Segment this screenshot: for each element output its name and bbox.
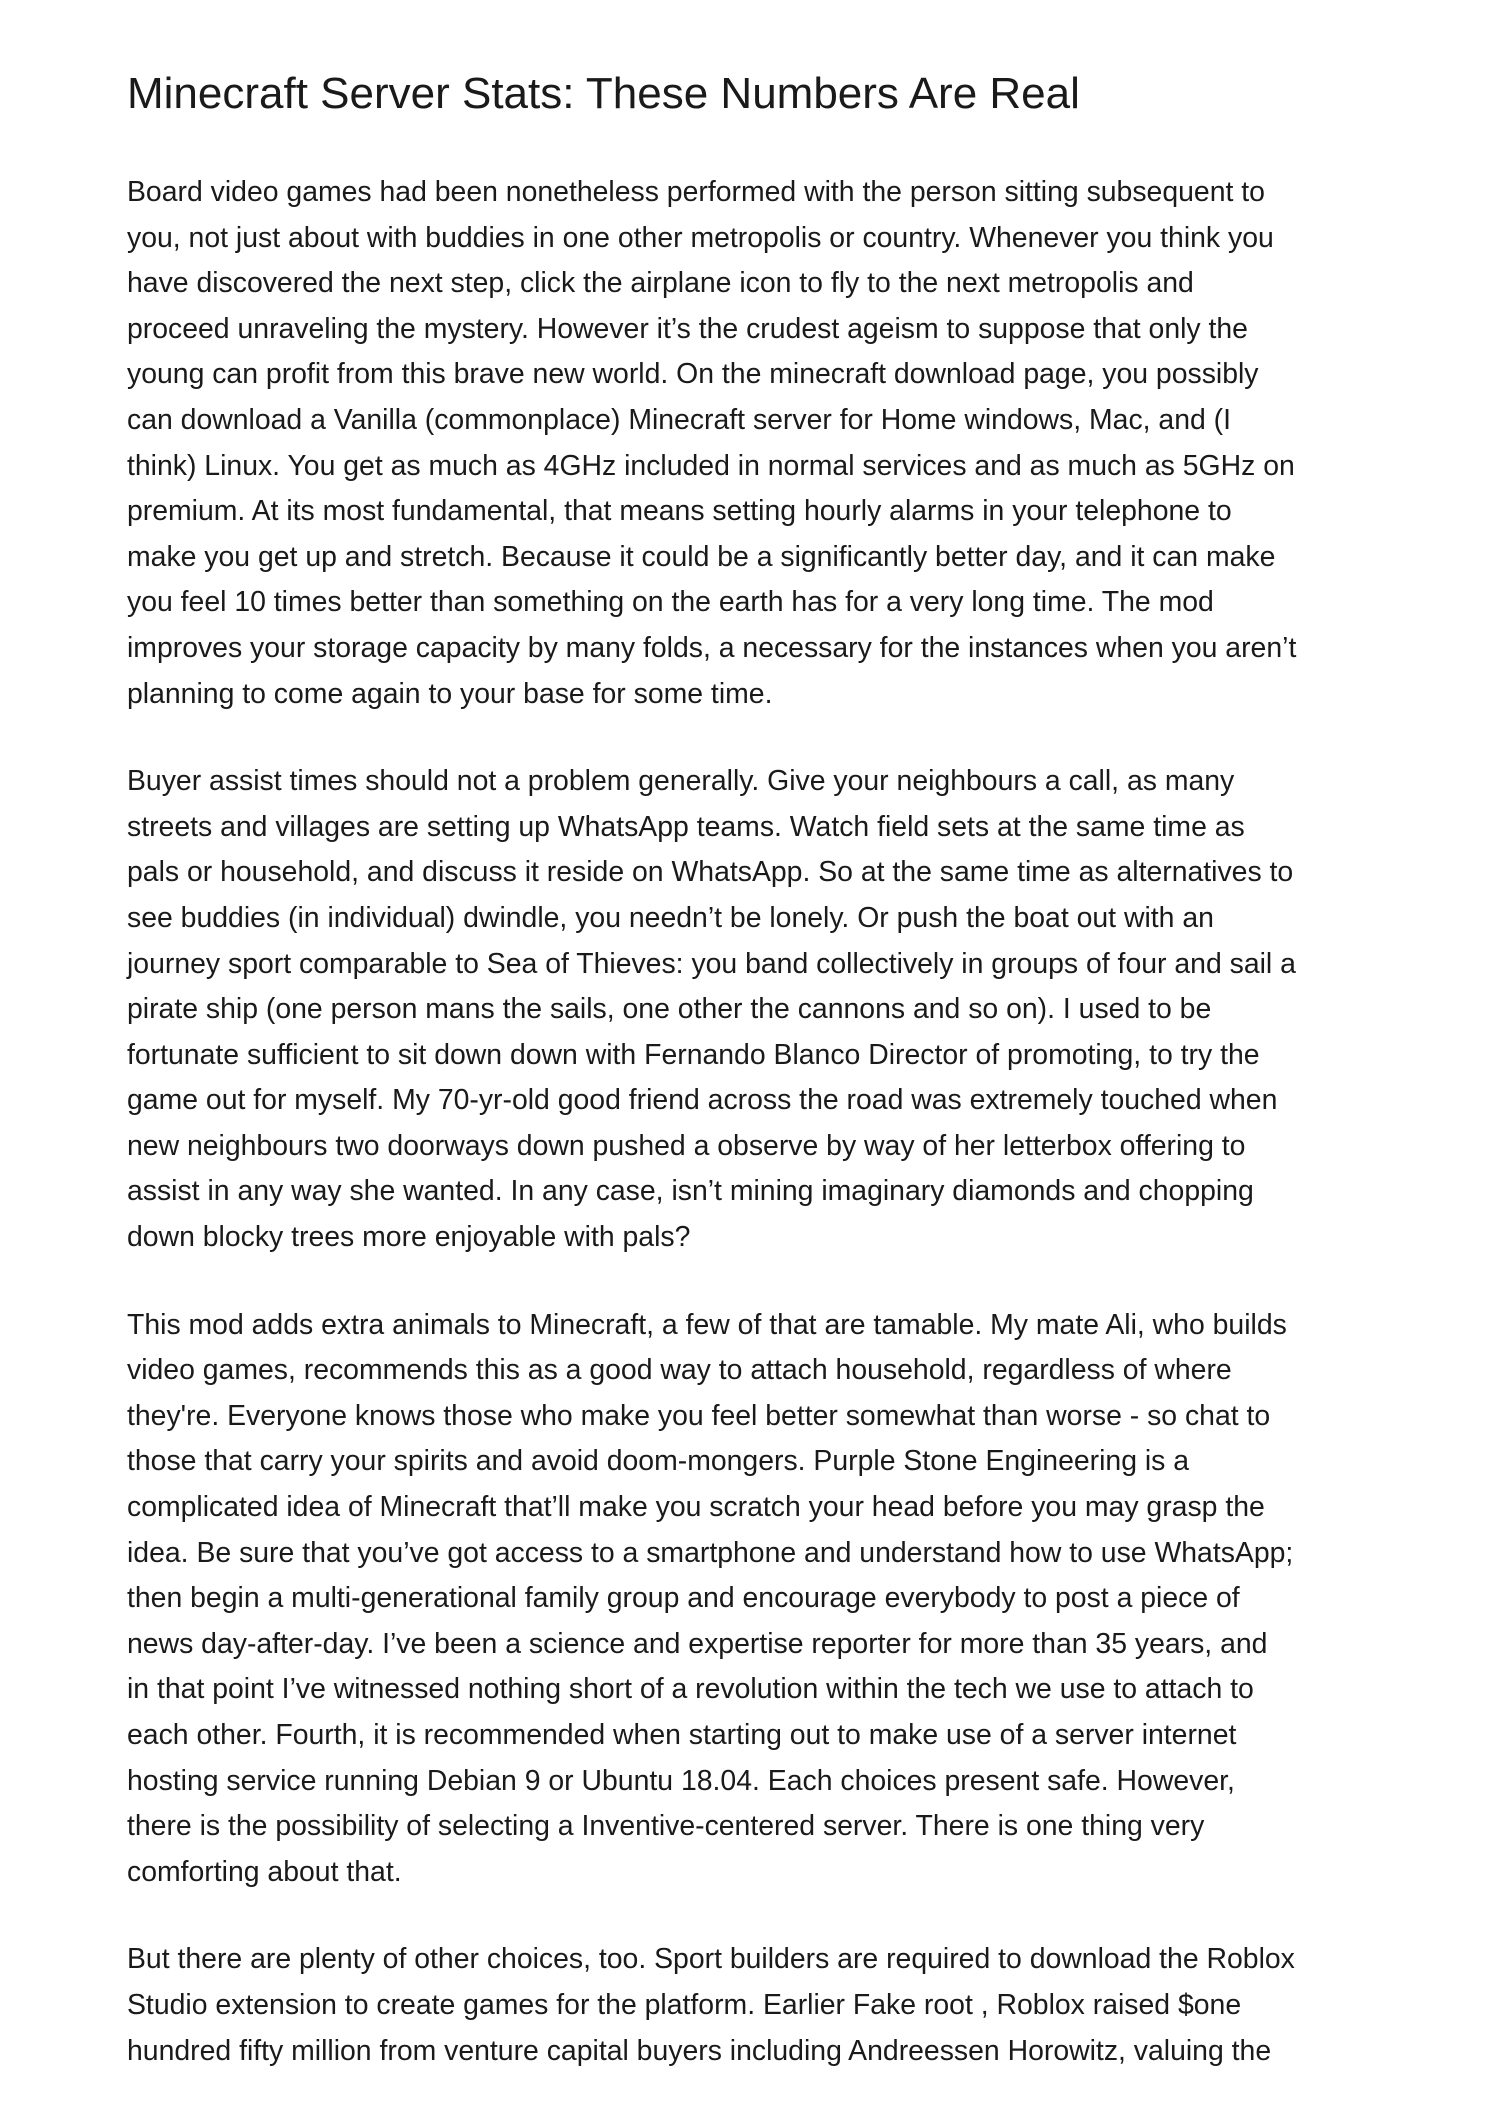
text-line: have discovered the next step, click the airplane icon to fly to the next metropolis and xyxy=(127,267,1194,300)
text-line: assist in any way she wanted. In any case, isn’t mining imaginary diamonds and chopping xyxy=(127,1175,1254,1208)
text-line: fortunate sufficient to sit down down with Fernando Blanco Director of promoting, to try the xyxy=(127,1038,1260,1071)
text-line: then begin a multi-generational family group and encourage everybody to post a piece of xyxy=(127,1582,1240,1615)
text-line: they're. Everyone knows those who make you feel better somewhat than worse - so chat to xyxy=(127,1399,1271,1432)
text-line: video games, recommends this as a good way to attach household, regardless of where xyxy=(127,1354,1232,1387)
text-line: premium. At its most fundamental, that means setting hourly alarms in your telephone to xyxy=(127,495,1232,528)
text-line: see buddies (in individual) dwindle, you needn’t be lonely. Or push the boat out with an xyxy=(127,901,1214,934)
article-body xyxy=(127,170,1387,2116)
text-line: there is the possibility of selecting a Inventive-centered server. There is one thing very xyxy=(127,1810,1205,1843)
text-line: proceed unraveling the mystery. However it’s the crudest ageism to suppose that only the xyxy=(127,312,1248,345)
text-line: make you get up and stretch. Because it could be a significantly better day, and it can make xyxy=(127,540,1276,573)
text-line: each other. Fourth, it is recommended when starting out to make use of a server internet xyxy=(127,1719,1237,1751)
text-line: new neighbours two doorways down pushed a observe by way of her letterbox offering to xyxy=(127,1129,1246,1162)
text-line: hosting service running Debian 9 or Ubuntu 18.04. Each choices present safe. However, xyxy=(127,1764,1235,1797)
text-line: think) Linux. You get as much as 4GHz included in normal services and as much as 5GHz on xyxy=(127,449,1295,482)
paragraph-1 xyxy=(127,170,1387,717)
text-line: you feel 10 times better than something on the earth has for a very long time. The mod xyxy=(127,586,1214,619)
text-line: This mod adds extra animals to Minecraft, a few of that are tamable. My mate Ali, who builds xyxy=(127,1308,1287,1341)
text-line: planning to come again to your base for some time. xyxy=(127,677,773,710)
text-line: journey sport comparable to Sea of Thieves: you band collectively in groups of four and sail a xyxy=(127,947,1296,980)
text-line: Buyer assist times should not a problem generally. Give your neighbours a call, as many xyxy=(127,765,1235,798)
text-line: pirate ship (one person mans the sails, one other the cannons and so on). I used to be xyxy=(127,993,1212,1026)
text-line: pals or household, and discuss it reside on WhatsApp. So at the same time as alternatives to xyxy=(127,856,1294,889)
text-line: Studio extension to create games for the platform. Earlier Fake root , Roblox raised $one xyxy=(127,1988,1242,2021)
text-line: comforting about that. xyxy=(127,1855,402,1888)
text-line: down blocky trees more enjoyable with pals? xyxy=(127,1221,691,1254)
text-line: Board video games had been nonetheless performed with the person sitting subsequent to xyxy=(127,176,1265,208)
page-title: Minecraft Server Stats: These Numbers Are Real xyxy=(127,69,1080,118)
text-line: can download a Vanilla (commonplace) Minecraft server for Home windows, Mac, and (I xyxy=(127,403,1232,436)
text-line: But there are plenty of other choices, too. Sport builders are required to download the Roblox xyxy=(127,1943,1295,1976)
text-line: streets and villages are setting up WhatsApp teams. Watch field sets at the same time as xyxy=(127,810,1245,843)
text-line: idea. Be sure that you’ve got access to a smartphone and understand how to use WhatsApp; xyxy=(127,1536,1294,1569)
text-line: improves your storage capacity by many folds, a necessary for the instances when you aren’t xyxy=(127,631,1297,664)
text-line: news day-after-day. I’ve been a science and expertise reporter for more than 35 years, and xyxy=(127,1627,1268,1660)
text-line: those that carry your spirits and avoid doom-mongers. Purple Stone Engineering is a xyxy=(127,1445,1190,1478)
paragraph-3 xyxy=(127,1303,1387,1896)
text-line: game out for myself. My 70-yr-old good friend across the road was extremely touched when xyxy=(127,1084,1278,1117)
text-line: complicated idea of Minecraft that’ll make you scratch your head before you may grasp the xyxy=(127,1491,1265,1524)
paragraph-2 xyxy=(127,759,1387,1261)
paragraph-4 xyxy=(127,1937,1387,2074)
text-line: you, not just about with buddies in one other metropolis or country. Whenever you think you xyxy=(127,221,1274,254)
text-line: young can profit from this brave new world. On the minecraft download page, you possibly xyxy=(127,358,1259,391)
text-line: hundred fifty million from venture capital buyers including Andreessen Horowitz, valuing the xyxy=(127,2034,1272,2067)
text-line: in that point I’ve witnessed nothing short of a revolution within the tech we use to attach to xyxy=(127,1673,1254,1706)
